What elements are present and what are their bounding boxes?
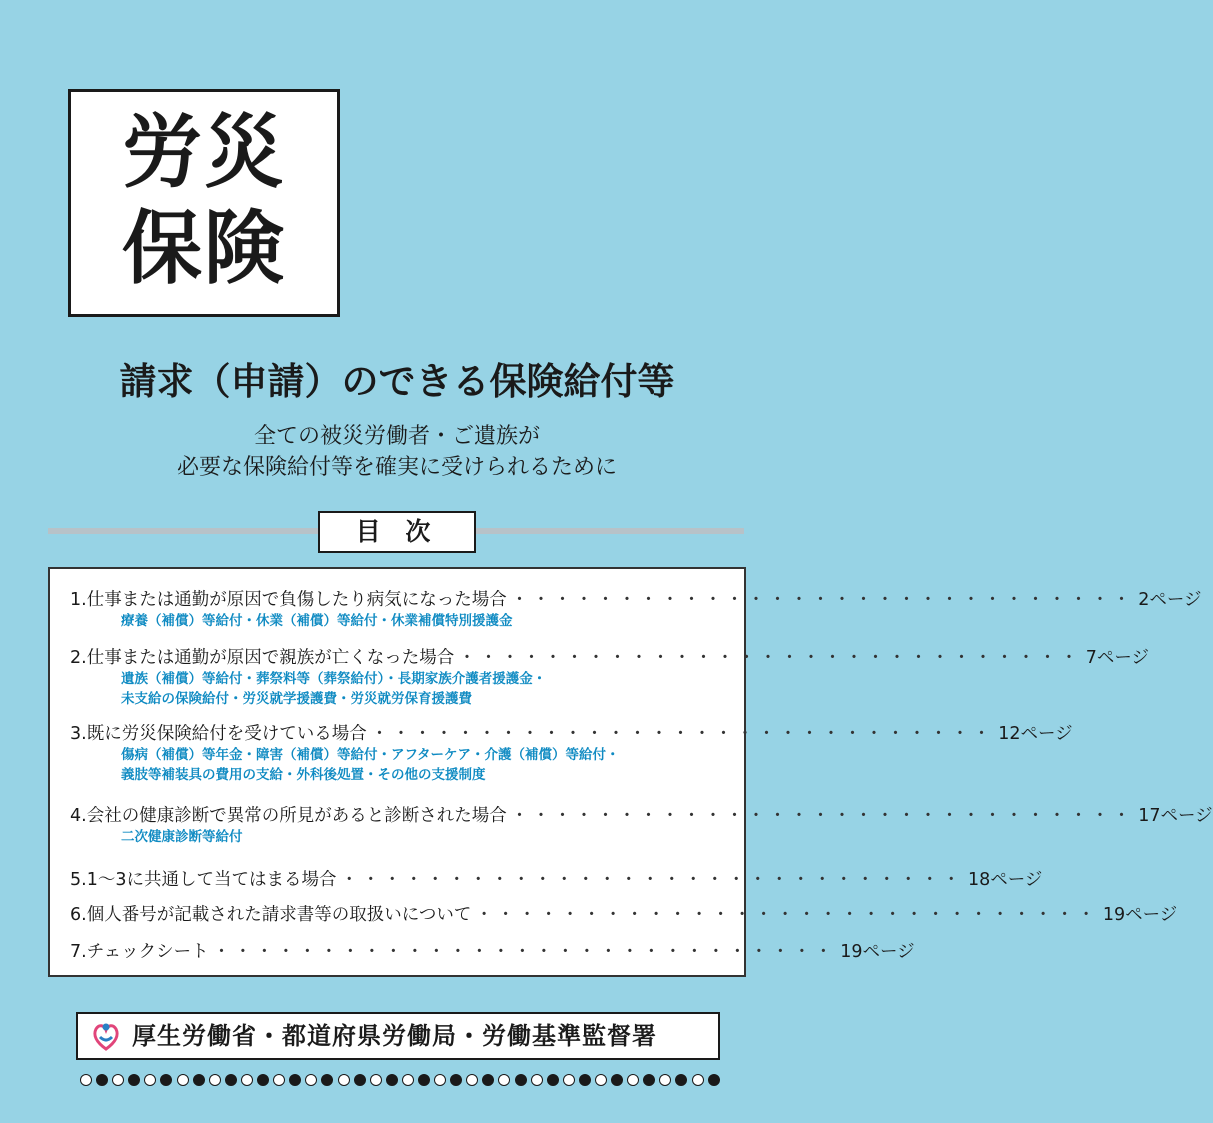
decorative-dot bbox=[273, 1074, 285, 1086]
toc-item-title: 個人番号が記載された請求書等の取扱いについて bbox=[86, 905, 472, 925]
toc-item-subtitle: 二次健康診断等給付 bbox=[121, 829, 243, 845]
decorative-dot bbox=[112, 1074, 124, 1086]
decorative-dot bbox=[579, 1074, 591, 1086]
toc-item-number: 3. bbox=[70, 724, 87, 744]
decorative-dot bbox=[708, 1074, 720, 1086]
toc-item-title: 1～3に共通して当てはまる場合 bbox=[86, 870, 337, 890]
toc-leader-dots: ・・・・・・・・・・・・・・・・・・・・・・・・・・・・・ bbox=[510, 590, 1135, 610]
decorative-dot bbox=[466, 1074, 478, 1086]
toc-item-1[interactable] bbox=[66, 589, 1202, 631]
decorative-dot bbox=[659, 1074, 671, 1086]
decorative-dot bbox=[595, 1074, 607, 1086]
decorative-dot bbox=[627, 1074, 639, 1086]
toc-item-subtitle: 療養（補償）等給付・休業（補償）等給付・休業補償特別援護金 bbox=[121, 613, 513, 629]
decorative-dot bbox=[692, 1074, 704, 1086]
toc-leader-dots: ・・・・・・・・・・・・・・・・・・・・・・・・・・・・・ bbox=[458, 648, 1082, 668]
decorative-dot bbox=[402, 1074, 414, 1086]
decorative-dot bbox=[547, 1074, 559, 1086]
decorative-dot bbox=[80, 1074, 92, 1086]
toc-item-title: 会社の健康診断で異常の所見があると診断された場合 bbox=[86, 806, 507, 826]
toc-item-number: 1. bbox=[70, 590, 87, 610]
toc-item-7[interactable] bbox=[66, 941, 915, 963]
toc-item-subtitle: 遺族（補償）等給付・葬祭料等（葬祭給付）・長期家族介護者援護金・ bbox=[121, 671, 547, 687]
decorative-dot bbox=[305, 1074, 317, 1086]
decorative-dot bbox=[370, 1074, 382, 1086]
toc-item-number: 2. bbox=[70, 648, 87, 668]
tagline-line-2: 必要な保険給付等を確実に受けられるために bbox=[176, 455, 617, 480]
toc-item-page: 19ページ bbox=[840, 942, 915, 962]
toc-leader-dots: ・・・・・・・・・・・・・・・・・・・・・・・・・・・・・ bbox=[340, 870, 964, 890]
toc-leader-dots: ・・・・・・・・・・・・・・・・・・・・・・・・・・・・・ bbox=[370, 724, 995, 744]
decorative-dot bbox=[354, 1074, 366, 1086]
decorative-dot bbox=[450, 1074, 462, 1086]
decorative-dot bbox=[338, 1074, 350, 1086]
toc-item-page: 18ページ bbox=[967, 870, 1043, 890]
mhlw-logo-icon bbox=[90, 1020, 122, 1052]
decorative-dot bbox=[386, 1074, 398, 1086]
decorative-dot bbox=[160, 1074, 172, 1086]
title-line-1: 労災 bbox=[122, 106, 286, 199]
publisher-box bbox=[76, 1012, 720, 1060]
toc-leader-dots: ・・・・・・・・・・・・・・・・・・・・・・・・・・・・・ bbox=[510, 806, 1135, 826]
decorative-dot bbox=[321, 1074, 333, 1086]
toc-heading: 目 次 bbox=[318, 511, 476, 553]
document-subtitle: 請求（申請）のできる保険給付等 bbox=[119, 360, 675, 403]
decorative-dot bbox=[563, 1074, 575, 1086]
decorative-dot bbox=[418, 1074, 430, 1086]
title-line-2: 保険 bbox=[122, 202, 286, 295]
decorative-dot bbox=[498, 1074, 510, 1086]
decorative-dot bbox=[289, 1074, 301, 1086]
toc-item-page: 12ページ bbox=[998, 724, 1073, 744]
decorative-dot bbox=[531, 1074, 543, 1086]
toc-item-number: 6. bbox=[70, 905, 87, 925]
decorative-dot bbox=[209, 1074, 221, 1086]
decorative-dot bbox=[96, 1074, 108, 1086]
toc-item-6[interactable] bbox=[66, 904, 1178, 926]
toc-item-title: チェックシート bbox=[86, 942, 209, 962]
decorative-dot bbox=[177, 1074, 189, 1086]
decorative-dot bbox=[257, 1074, 269, 1086]
decorative-dot bbox=[193, 1074, 205, 1086]
toc-item-page: 19ページ bbox=[1102, 905, 1178, 925]
toc-item-2[interactable] bbox=[66, 647, 1149, 709]
toc-leader-dots: ・・・・・・・・・・・・・・・・・・・・・・・・・・・・・ bbox=[475, 905, 1099, 925]
decorative-dot-row bbox=[80, 1072, 720, 1088]
decorative-dot bbox=[611, 1074, 623, 1086]
decorative-dot bbox=[128, 1074, 140, 1086]
decorative-dot bbox=[515, 1074, 527, 1086]
decorative-dot bbox=[482, 1074, 494, 1086]
toc-item-number: 4. bbox=[70, 806, 87, 826]
toc-item-title: 仕事または通勤が原因で親族が亡くなった場合 bbox=[86, 648, 455, 668]
decorative-dot bbox=[434, 1074, 446, 1086]
decorative-dot bbox=[241, 1074, 253, 1086]
toc-item-4[interactable] bbox=[66, 805, 1213, 847]
decorative-dot bbox=[144, 1074, 156, 1086]
decorative-dot bbox=[225, 1074, 237, 1086]
toc-item-page: 7ページ bbox=[1085, 648, 1149, 668]
toc-item-number: 7. bbox=[70, 942, 87, 962]
publisher-name: 厚生労働省・都道府県労働局・労働基準監督署 bbox=[132, 1022, 657, 1050]
table-of-contents bbox=[48, 567, 1213, 977]
toc-item-number: 5. bbox=[70, 870, 87, 890]
toc-item-page: 17ページ bbox=[1138, 806, 1213, 826]
toc-item-page: 2ページ bbox=[1138, 590, 1202, 610]
toc-item-subtitle: 傷病（補償）等年金・障害（補償）等給付・アフターケア・介護（補償）等給付・ bbox=[121, 747, 620, 763]
toc-item-title: 既に労災保険給付を受けている場合 bbox=[86, 724, 367, 744]
title-box bbox=[68, 89, 340, 317]
toc-leader-dots: ・・・・・・・・・・・・・・・・・・・・・・・・・・・・・ bbox=[212, 942, 837, 962]
tagline-line-1: 全ての被災労働者・ご遺族が bbox=[253, 424, 540, 449]
toc-item-subtitle: 義肢等補装具の費用の支給・外科後処置・その他の支援制度 bbox=[121, 767, 486, 783]
toc-item-subtitle: 未支給の保険給付・労災就学援護費・労災就労保育援護費 bbox=[121, 691, 472, 707]
decorative-dot bbox=[675, 1074, 687, 1086]
toc-item-5[interactable] bbox=[66, 869, 1043, 891]
decorative-dot bbox=[643, 1074, 655, 1086]
toc-item-3[interactable] bbox=[66, 723, 1073, 785]
toc-item-title: 仕事または通勤が原因で負傷したり病気になった場合 bbox=[86, 590, 507, 610]
